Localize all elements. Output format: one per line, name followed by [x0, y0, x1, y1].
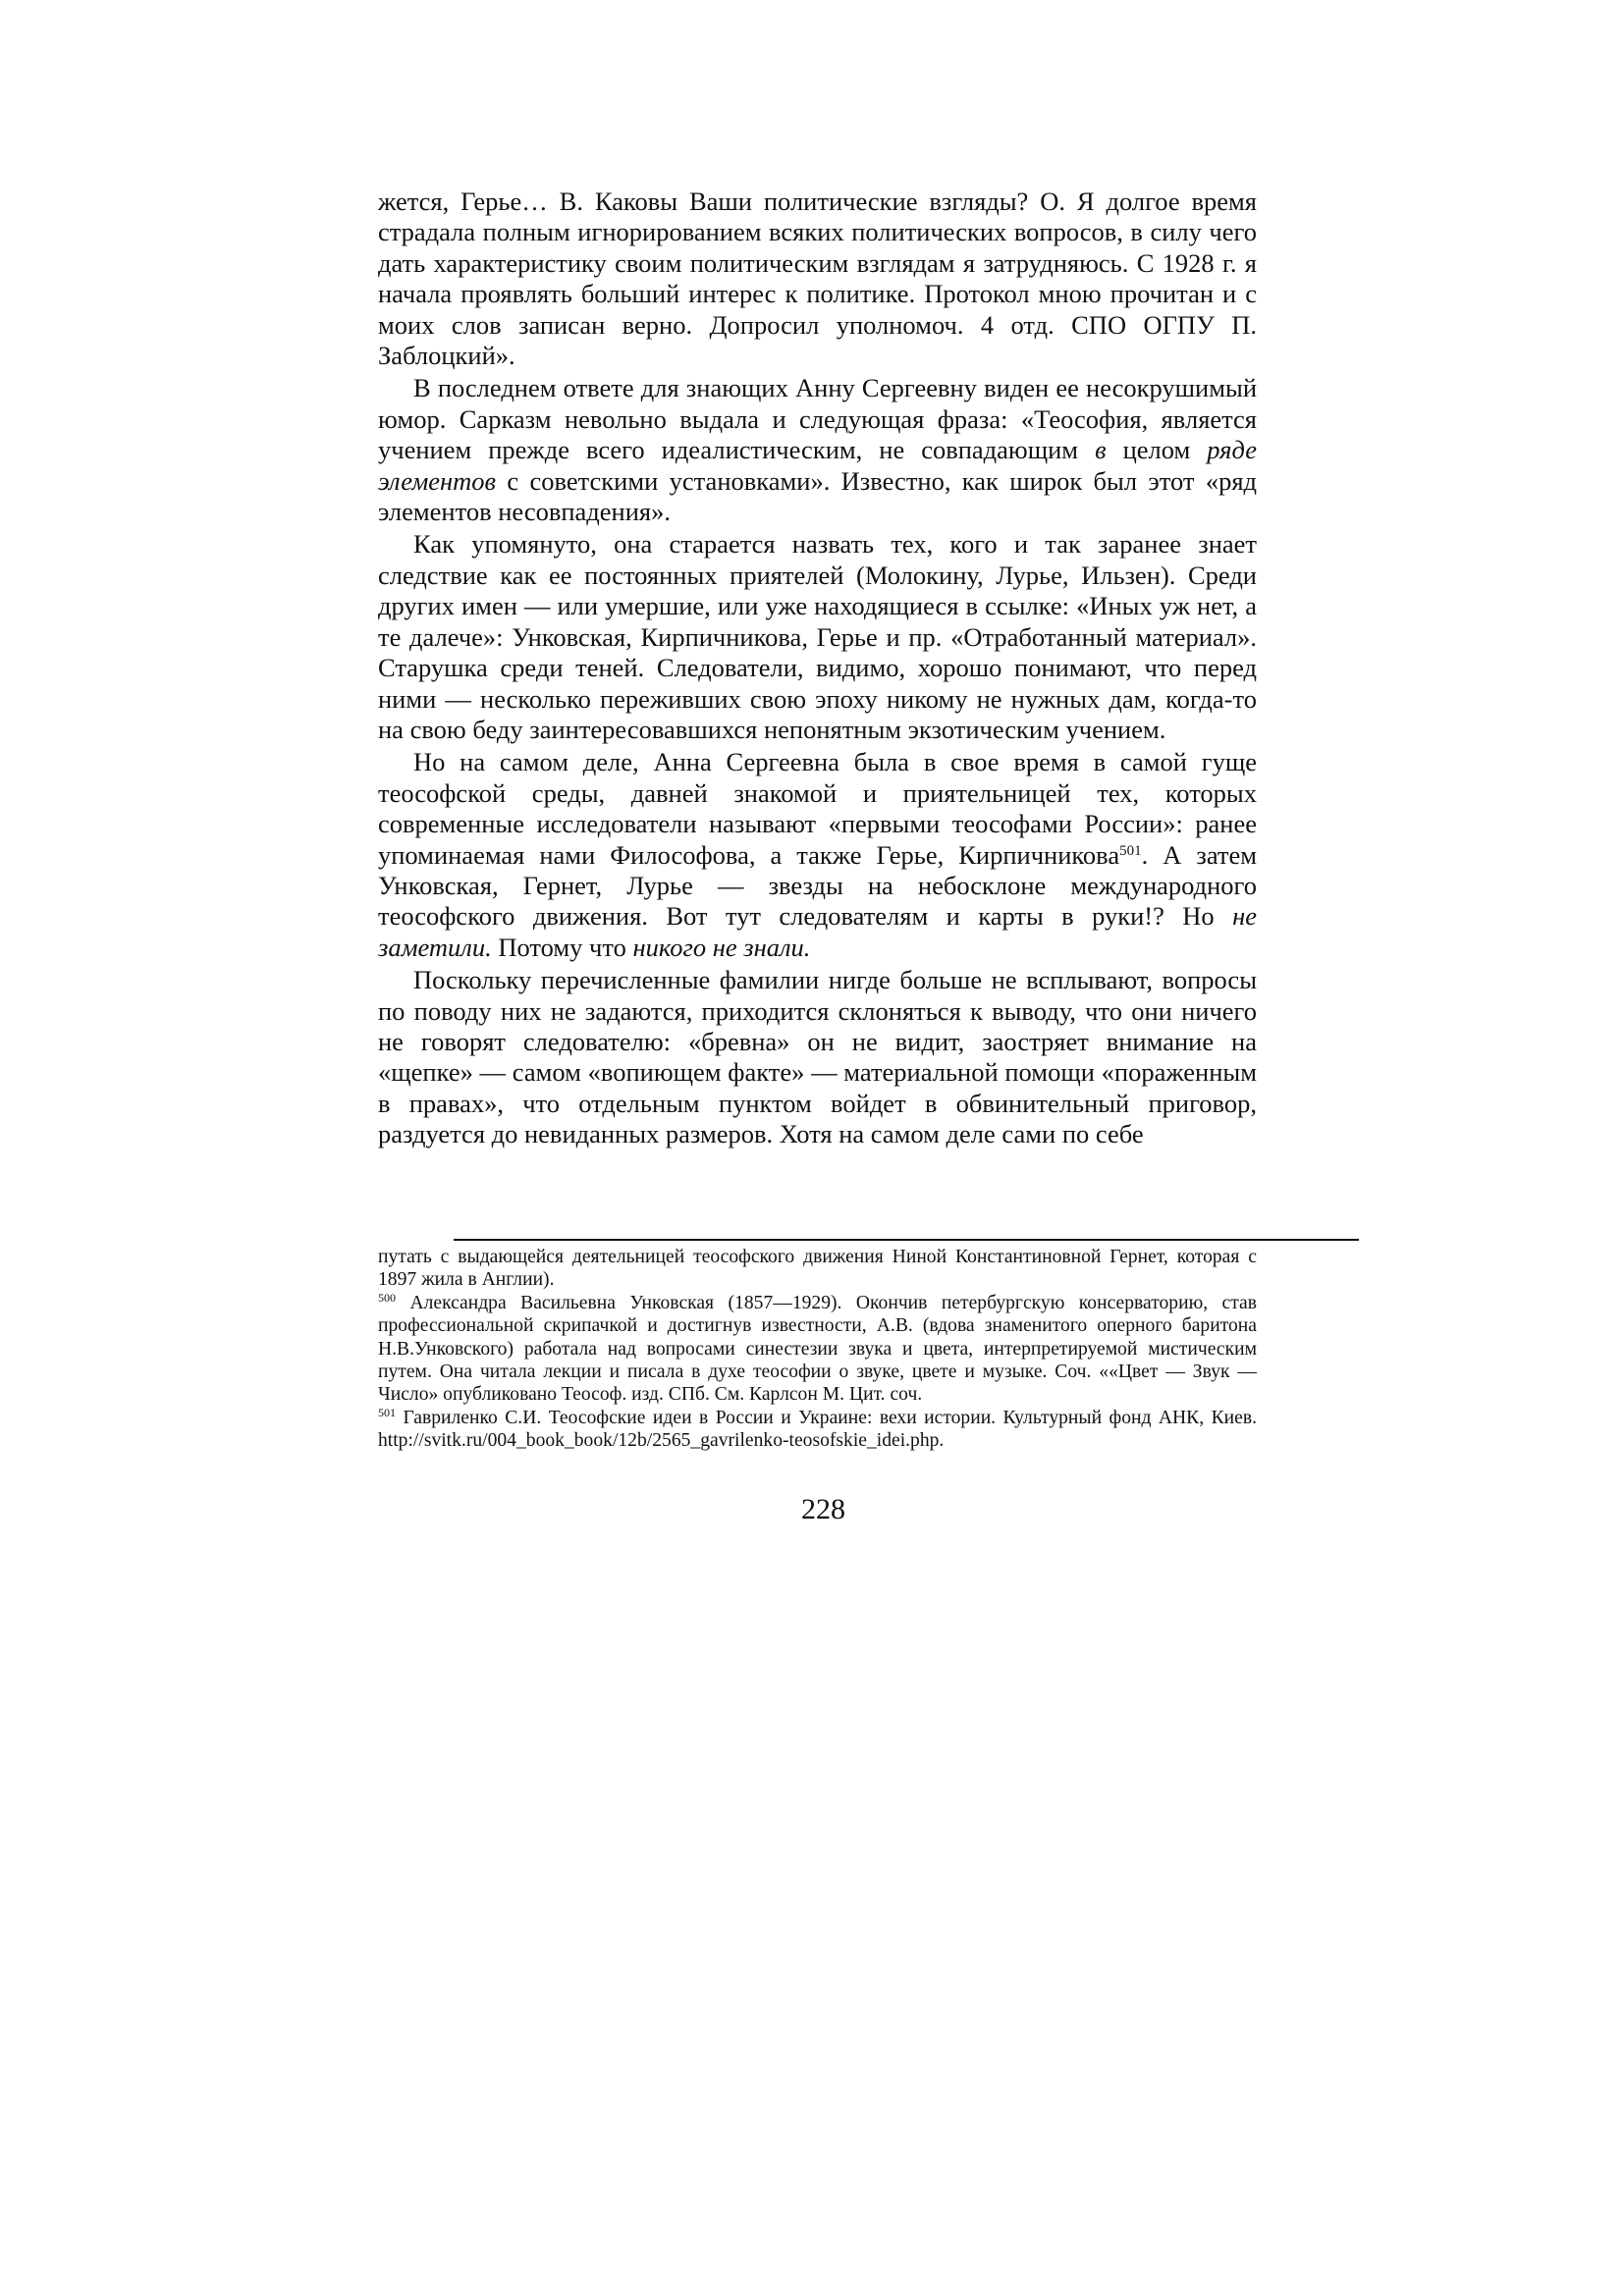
paragraph-4-text-2: . А затем Унковская, Гернет, Лурье — звезды на небосклоне международного теософского движения. Вот тут следователям и карты в руки!? Но	[378, 839, 1258, 932]
main-text	[378, 187, 1257, 1150]
paragraph-4-text-1: Но на самом деле, Анна Сергеевна была в свое время в самой гуще теософской среды, давней знакомой и приятельницей тех, которых современные исследователи называют «первыми теософами России»: ранее упоминаемая нами Философова, а также Герье, Кирпичникова	[378, 747, 1257, 870]
paragraph-4	[378, 747, 1257, 963]
paragraph-2-text-3: с советскими установками». Известно, как широк был этот «ряд элементов несовпадения».	[378, 465, 1257, 527]
footnote-number: 501	[378, 1405, 396, 1419]
paragraph-3: Как упомянуто, она старается назвать тех, кого и так заранее знает следствие как ее постоянных приятелей (Молокину, Лурье, Ильзен). Среди других имен — или умершие, или уже находящиеся в ссылке: «Иных уж нет, а те далече»: Унковская, Кирпичникова, Герье и пр. «Отработанный материал». Старушка среди теней. Следователи, видимо, хорошо понимают, что перед ними — несколько переживших свою эпоху никому не нужных дам, когда-то на свою беду заинтересовавшихся непонятным экзотическим учением.	[378, 529, 1257, 744]
paragraph-5: Поскольку перечисленные фамилии нигде больше не всплывают, вопросы по поводу них не задаются, приходится склоняться к выводу, что они ничего не говорят следователю: «бревна» он не видит, заостряет внимание на «щепке» — самом «вопиющем факте» — материальной помощи «пораженным в правах», что отдельным пунктом войдет в обвинительный приговор, раздуется до невиданных размеров. Хотя на самом деле сами по себе	[378, 965, 1257, 1149]
paragraph-4-text-3: Потому что	[491, 932, 633, 962]
paragraph-2-text-2: целом	[1106, 435, 1208, 465]
paragraph-2-italic-1: в	[1095, 435, 1107, 465]
footnote-500	[378, 1292, 1257, 1407]
paragraph-2	[378, 373, 1257, 527]
paragraph-4-italic-1: не заметили.	[378, 901, 1257, 962]
footnotes	[378, 1246, 1257, 1453]
paragraph-2-text-1: В последнем ответе для знающих Анну Сергеевну виден ее несокрушимый юмор. Сарказм невольно выдала и следующая фраза: «Теософия, является учением прежде всего идеалистическим, не совпадающим	[378, 373, 1257, 465]
page-number-text: 228	[801, 1493, 845, 1525]
paragraph-4-italic-2: никого не знали.	[632, 932, 811, 962]
page-number	[0, 1493, 1623, 1526]
paragraph-1: жется, Герье… В. Каковы Ваши политические взгляды? О. Я долгое время страдала полным игнорированием всяких политических вопросов, в силу чего дать характеристику своим политическим взглядам я затрудняюсь. С 1928 г. я начала проявлять больший интерес к политике. Протокол мною прочитан и с моих слов записан верно. Допросил уполномоч. 4 отд. СПО ОГПУ П. Заблоцкий».	[378, 187, 1257, 371]
paragraph-2-italic-2: ряде элементов	[378, 435, 1257, 496]
footnote-text: Гавриленко С.И. Теософские идеи в России и Украине: вехи истории. Культурный фонд АНК, Киев. http://svitk.ru/004_book_book/12b/2565_gavrilenko-teosofskie_idei.php.	[378, 1407, 1257, 1452]
footnote-separator	[454, 1239, 1359, 1241]
footnote-501	[378, 1407, 1257, 1453]
footnote-continuation: путать с выдающейся деятельницей теософского движения Ниной Константиновной Гернет, которая с 1897 жила в Англии).	[378, 1247, 1257, 1291]
footnote-text: Александра Васильевна Унковская (1857—1929). Окончив петербургскую консерваторию, став профессиональной скрипачкой и достигнув известности, А.В. (вдова знаменитого оперного баритона Н.В.Унковского) работала над вопросами синестезии звука и цвета, интерпретируемой мистическим путем. Она читала лекции и писала в духе теософии о звуке, цвете и музыке. Соч. ««Цвет — Звук — Число» опубликовано Теософ. изд. СПб. См. Карлсон М. Цит. соч.	[378, 1292, 1257, 1406]
footnote-number: 500	[378, 1290, 396, 1305]
footnote-ref-501: 501	[1119, 842, 1142, 859]
